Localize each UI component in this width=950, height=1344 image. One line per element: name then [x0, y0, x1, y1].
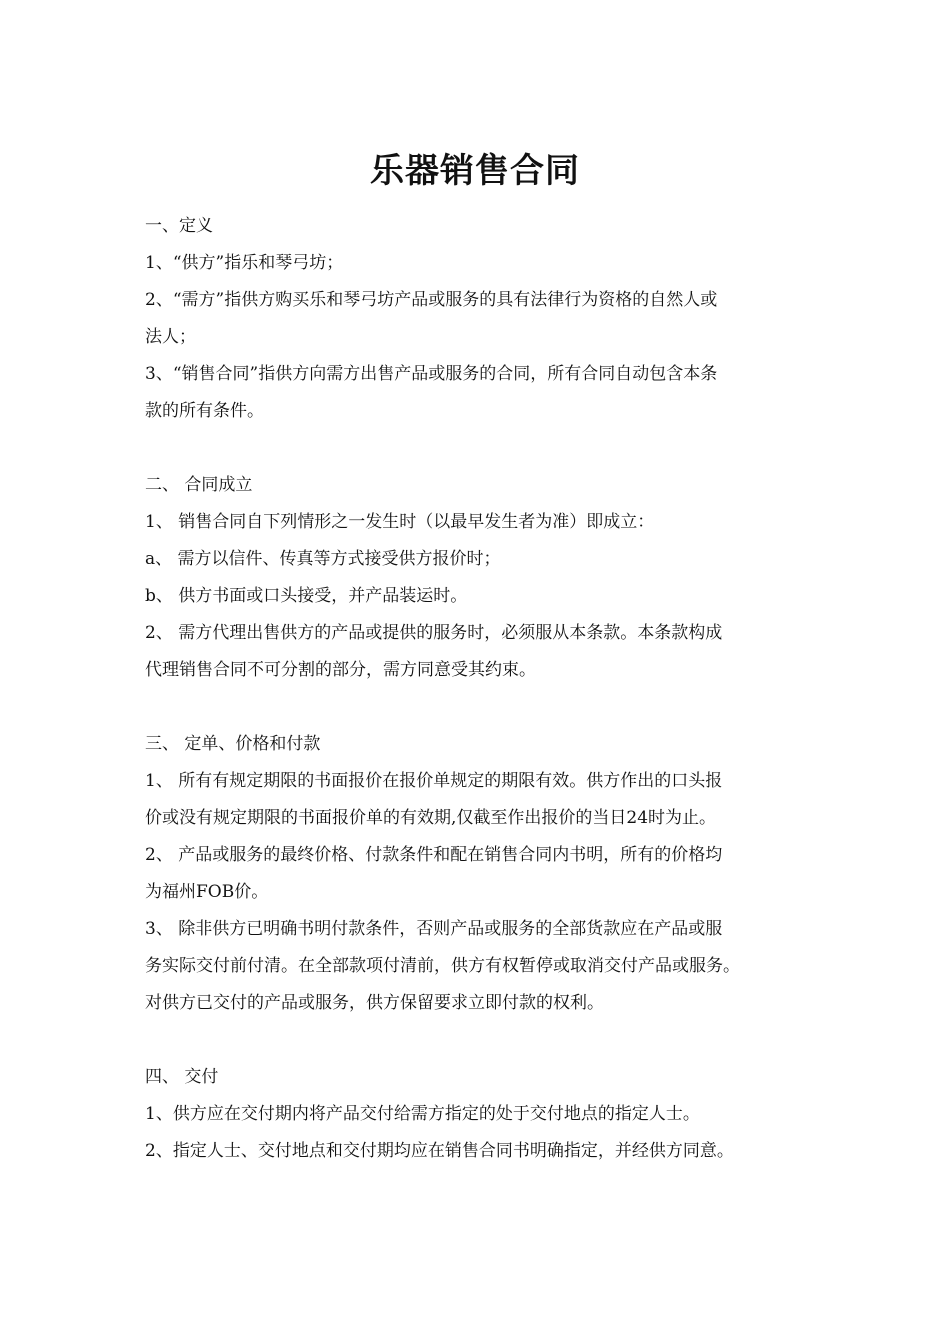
document-title: 乐器销售合同	[370, 151, 580, 191]
clause-line: 款的所有条件。	[145, 401, 264, 421]
clause-line: 务实际交付前付清。在全部款项付清前，供方有权暂停或取消交付产品或服务。	[145, 956, 740, 976]
clause-line: 2、指定人士、交付地点和交付期均应在销售合同书明确指定，并经供方同意。	[145, 1141, 734, 1161]
section-heading: 一、定义	[145, 216, 213, 236]
document-body	[145, 208, 825, 1170]
section-spacer	[145, 430, 825, 467]
clause-line: 2、 产品或服务的最终价格、付款条件和配在销售合同内书明，所有的价格均	[145, 845, 723, 865]
clause-line: 代理销售合同不可分割的部分，需方同意受其约束。	[145, 660, 536, 680]
section-spacer	[145, 1022, 825, 1059]
clause-line: 2、“需方”指供方购买乐和琴弓坊产品或服务的具有法律行为资格的自然人或	[145, 290, 718, 310]
section-heading: 三、 定单、价格和付款	[145, 734, 321, 754]
clause-line: 3、 除非供方已明确书明付款条件，否则产品或服务的全部货款应在产品或服	[145, 919, 723, 939]
clause-line: b、 供方书面或口头接受，并产品装运时。	[145, 586, 468, 606]
clause-line: 1、供方应在交付期内将产品交付给需方指定的处于交付地点的指定人士。	[145, 1104, 700, 1124]
clause-line: a、 需方以信件、传真等方式接受供方报价时；	[145, 549, 501, 569]
section-spacer	[145, 689, 825, 726]
clause-line: 1、 所有有规定期限的书面报价在报价单规定的期限有效。供方作出的口头报	[145, 771, 723, 791]
clause-line: 法人；	[145, 327, 196, 347]
section-heading: 二、 合同成立	[145, 475, 253, 495]
clause-line: 对供方已交付的产品或服务，供方保留要求立即付款的权利。	[145, 993, 604, 1013]
clause-line: 2、 需方代理出售供方的产品或提供的服务时，必须服从本条款。本条款构成	[145, 623, 723, 643]
section-heading: 四、 交付	[145, 1067, 219, 1087]
clause-line: 价或没有规定期限的书面报价单的有效期,仅截至作出报价的当日24时为止。	[145, 808, 717, 828]
clause-line: 3、“销售合同”指供方向需方出售产品或服务的合同，所有合同自动包含本条	[145, 364, 718, 384]
clause-line: 为福州FOB价。	[145, 882, 269, 902]
clause-line: 1、“供方”指乐和琴弓坊；	[145, 253, 344, 273]
clause-line: 1、 销售合同自下列情形之一发生时（以最早发生者为准）即成立：	[145, 512, 655, 532]
